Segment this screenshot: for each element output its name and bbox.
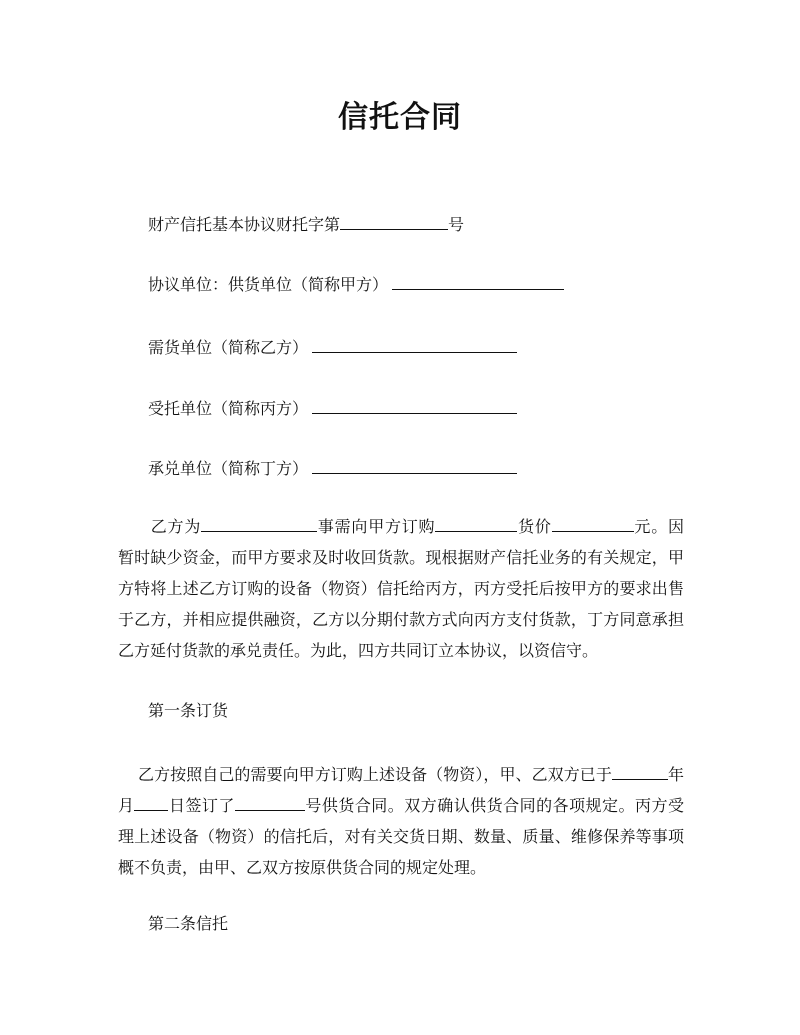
party-a-label: 协议单位：供货单位（简称甲方）: [148, 275, 389, 294]
article-2-heading: 第二条信托: [148, 914, 229, 933]
intro-blank-goods[interactable]: [435, 514, 517, 532]
party-c-line: [148, 396, 517, 421]
article-1-heading: 第一条订货: [148, 701, 229, 720]
intro-text-2: 事需向甲方订购: [317, 517, 436, 536]
party-d-label: 承兑单位（简称丁方）: [148, 459, 309, 478]
agreement-number-blank[interactable]: [340, 212, 448, 230]
party-d-line: [148, 456, 517, 481]
party-c-label: 受托单位（简称丙方）: [148, 399, 309, 418]
article-1-text-3: 日签订了: [168, 796, 235, 815]
agreement-number-prefix: 财产信托基本协议财托字第: [148, 215, 341, 234]
article-1-text-4: 号供货合同。双方确认供货合同的各项规定。丙方受理上述设备（物资）的信托后，对有关交货日期、数量、质量、维修保养等事项概不负责，由甲、乙双方按原供货合同的规定处理。: [118, 796, 684, 877]
intro-text-1: 乙方为: [150, 517, 202, 536]
party-c-blank[interactable]: [312, 396, 517, 414]
party-d-blank[interactable]: [312, 456, 517, 474]
intro-blank-price[interactable]: [552, 514, 634, 532]
article-1-blank-contract-no[interactable]: [235, 793, 305, 811]
intro-blank-item[interactable]: [201, 514, 317, 532]
intro-paragraph: [118, 511, 684, 666]
intro-text-3: 货价: [517, 517, 552, 536]
party-b-label: 需货单位（简称乙方）: [148, 338, 309, 357]
party-a-line: [148, 272, 564, 297]
party-a-blank[interactable]: [392, 272, 564, 290]
agreement-number-line: [148, 212, 464, 237]
article-1-paragraph: [118, 759, 684, 883]
agreement-number-suffix: 号: [448, 215, 465, 234]
article-1-blank-day[interactable]: [134, 793, 168, 811]
article-1-blank-year[interactable]: [612, 762, 668, 780]
article-1-text-1: 乙方按照自己的需要向甲方订购上述设备（物资），甲、乙双方已于: [138, 765, 612, 784]
document-title: 信托合同: [338, 100, 462, 135]
article-1-text-2: 年月: [118, 765, 684, 815]
party-b-line: [148, 335, 517, 360]
intro-text-4: 元。因暂时缺少资金，而甲方要求及时收回货款。现根据财产信托业务的有关规定，甲方特将上述乙方订购的设备（物资）信托给丙方，丙方受托后按甲方的要求出售于乙方，并相应提供融资，乙方以分期付款方式向丙方支付货款，丁方同意承担乙方延付货款的承兑责任。为此，四方共同订立本协议，以资信守。: [118, 517, 684, 660]
party-b-blank[interactable]: [312, 335, 517, 353]
